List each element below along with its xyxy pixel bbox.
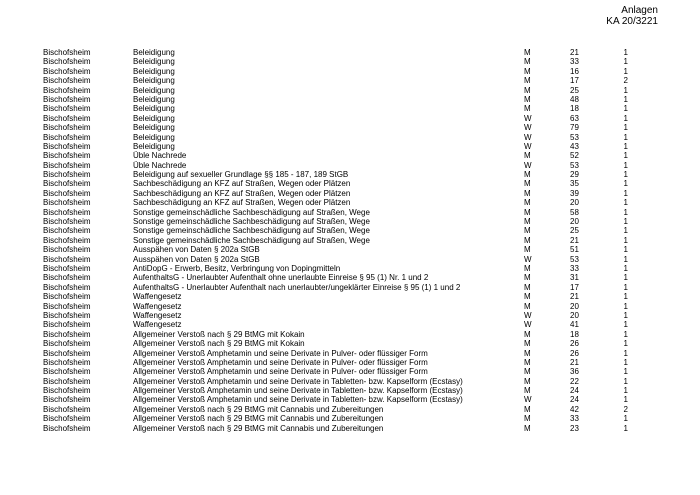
place-cell: Bischofsheim <box>43 357 91 367</box>
sex-cell: M <box>524 57 531 67</box>
offense-cell: Allgemeiner Verstoß Amphetamin und seine Derivate in Pulver- oder flüssiger Form <box>133 348 428 358</box>
count-cell: 1 <box>623 254 628 264</box>
count-cell: 2 <box>623 76 628 86</box>
offense-cell: Beleidigung <box>133 94 175 104</box>
age-cell: 35 <box>570 179 579 189</box>
sex-cell: M <box>524 423 531 433</box>
sex-cell: M <box>524 235 531 245</box>
sex-cell: W <box>524 310 532 320</box>
place-cell: Bischofsheim <box>43 329 91 339</box>
table-row <box>0 245 700 254</box>
place-cell: Bischofsheim <box>43 263 91 273</box>
sex-cell: W <box>524 123 532 133</box>
sex-cell: M <box>524 348 531 358</box>
offense-cell: Beleidigung <box>133 85 175 95</box>
place-cell: Bischofsheim <box>43 188 91 198</box>
offense-cell: Allgemeiner Verstoß nach § 29 BtMG mit Cannabis und Zubereitungen <box>133 423 384 433</box>
age-cell: 22 <box>570 376 579 386</box>
table-row <box>0 377 700 386</box>
count-cell: 1 <box>623 85 628 95</box>
count-cell: 1 <box>623 235 628 245</box>
count-cell: 1 <box>623 226 628 236</box>
count-cell: 1 <box>623 113 628 123</box>
place-cell: Bischofsheim <box>43 141 91 151</box>
count-cell: 1 <box>623 310 628 320</box>
age-cell: 25 <box>570 85 579 95</box>
place-cell: Bischofsheim <box>43 48 91 57</box>
offense-cell: Beleidigung auf sexueller Grundlage §§ 185 - 187, 189 StGB <box>133 170 349 180</box>
count-cell: 1 <box>623 179 628 189</box>
offense-cell: Beleidigung <box>133 113 175 123</box>
table-row <box>0 386 700 395</box>
count-cell: 1 <box>623 57 628 67</box>
place-cell: Bischofsheim <box>43 217 91 227</box>
offense-cell: Sonstige gemeinschädliche Sachbeschädigung auf Straßen, Wege <box>133 226 370 236</box>
place-cell: Bischofsheim <box>43 207 91 217</box>
offense-cell: AufenthaltsG - Unerlaubter Aufenthalt nach unerlaubter/ungeklärter Einreise § 95 (1) 1 und 2 <box>133 282 461 292</box>
offense-cell: Beleidigung <box>133 57 175 67</box>
age-cell: 16 <box>570 66 579 76</box>
sex-cell: M <box>524 367 531 377</box>
place-cell: Bischofsheim <box>43 245 91 255</box>
table-row <box>0 76 700 85</box>
count-cell: 1 <box>623 94 628 104</box>
table-row <box>0 339 700 348</box>
sex-cell: W <box>524 254 532 264</box>
count-cell: 1 <box>623 292 628 302</box>
sex-cell: W <box>524 160 532 170</box>
sex-cell: M <box>524 386 531 396</box>
table-row <box>0 95 700 104</box>
table-row <box>0 217 700 226</box>
age-cell: 33 <box>570 57 579 67</box>
count-cell: 1 <box>623 48 628 57</box>
table-row <box>0 133 700 142</box>
table-row <box>0 48 700 57</box>
table-row <box>0 208 700 217</box>
offense-cell: Beleidigung <box>133 76 175 86</box>
age-cell: 24 <box>570 386 579 396</box>
place-cell: Bischofsheim <box>43 198 91 208</box>
table-row <box>0 302 700 311</box>
count-cell: 1 <box>623 395 628 405</box>
table-row <box>0 405 700 414</box>
age-cell: 29 <box>570 170 579 180</box>
offense-cell: Allgemeiner Verstoß Amphetamin und seine Derivate in Pulver- oder flüssiger Form <box>133 357 428 367</box>
place-cell: Bischofsheim <box>43 94 91 104</box>
count-cell: 1 <box>623 367 628 377</box>
place-cell: Bischofsheim <box>43 320 91 330</box>
sex-cell: M <box>524 76 531 86</box>
table-row <box>0 198 700 207</box>
sex-cell: M <box>524 376 531 386</box>
age-cell: 79 <box>570 123 579 133</box>
table-row <box>0 320 700 329</box>
offense-cell: Üble Nachrede <box>133 151 187 161</box>
offense-cell: Allgemeiner Verstoß nach § 29 BtMG mit Cannabis und Zubereitungen <box>133 404 384 414</box>
count-cell: 1 <box>623 386 628 396</box>
sex-cell: M <box>524 273 531 283</box>
offense-cell: Sachbeschädigung an KFZ auf Straßen, Wegen oder Plätzen <box>133 179 351 189</box>
count-cell: 1 <box>623 423 628 433</box>
age-cell: 52 <box>570 151 579 161</box>
offense-cell: Beleidigung <box>133 141 175 151</box>
sex-cell: M <box>524 226 531 236</box>
table-row <box>0 161 700 170</box>
place-cell: Bischofsheim <box>43 85 91 95</box>
age-cell: 23 <box>570 423 579 433</box>
sex-cell: M <box>524 404 531 414</box>
age-cell: 21 <box>570 357 579 367</box>
offense-cell: Sachbeschädigung an KFZ auf Straßen, Wegen oder Plätzen <box>133 188 351 198</box>
place-cell: Bischofsheim <box>43 273 91 283</box>
count-cell: 1 <box>623 66 628 76</box>
table-row <box>0 114 700 123</box>
count-cell: 1 <box>623 329 628 339</box>
sex-cell: M <box>524 301 531 311</box>
count-cell: 1 <box>623 151 628 161</box>
age-cell: 18 <box>570 329 579 339</box>
place-cell: Bischofsheim <box>43 170 91 180</box>
offense-cell: Waffengesetz <box>133 301 182 311</box>
count-cell: 1 <box>623 188 628 198</box>
age-cell: 25 <box>570 226 579 236</box>
place-cell: Bischofsheim <box>43 160 91 170</box>
age-cell: 24 <box>570 395 579 405</box>
age-cell: 33 <box>570 414 579 424</box>
table-row <box>0 414 700 423</box>
count-cell: 1 <box>623 301 628 311</box>
count-cell: 1 <box>623 170 628 180</box>
place-cell: Bischofsheim <box>43 254 91 264</box>
offense-cell: Sonstige gemeinschädliche Sachbeschädigung auf Straßen, Wege <box>133 207 370 217</box>
count-cell: 1 <box>623 339 628 349</box>
sex-cell: M <box>524 263 531 273</box>
table-row <box>0 255 700 264</box>
sex-cell: M <box>524 357 531 367</box>
age-cell: 42 <box>570 404 579 414</box>
place-cell: Bischofsheim <box>43 226 91 236</box>
table-row <box>0 170 700 179</box>
table-row <box>0 264 700 273</box>
place-cell: Bischofsheim <box>43 310 91 320</box>
age-cell: 17 <box>570 76 579 86</box>
count-cell: 1 <box>623 282 628 292</box>
sex-cell: M <box>524 94 531 104</box>
offense-cell: Ausspähen von Daten § 202a StGB <box>133 245 260 255</box>
sex-cell: W <box>524 141 532 151</box>
place-cell: Bischofsheim <box>43 179 91 189</box>
document-header <box>606 5 658 27</box>
offense-cell: Üble Nachrede <box>133 160 187 170</box>
table-row <box>0 179 700 188</box>
table-row <box>0 358 700 367</box>
count-cell: 1 <box>623 414 628 424</box>
offense-cell: Allgemeiner Verstoß Amphetamin und seine Derivate in Pulver- oder flüssiger Form <box>133 367 428 377</box>
table-row <box>0 395 700 404</box>
sex-cell: M <box>524 151 531 161</box>
count-cell: 1 <box>623 132 628 142</box>
place-cell: Bischofsheim <box>43 235 91 245</box>
sex-cell: M <box>524 245 531 255</box>
offense-cell: Allgemeiner Verstoß Amphetamin und seine Derivate in Tabletten- bzw. Kapselform (Ecstasy) <box>133 386 463 396</box>
offense-cell: Allgemeiner Verstoß Amphetamin und seine Derivate in Tabletten- bzw. Kapselform (Ecstasy) <box>133 376 463 386</box>
offense-cell: AufenthaltsG - Unerlaubter Aufenthalt ohne unerlaubte Einreise § 95 (1) Nr. 1 und 2 <box>133 273 429 283</box>
table-row <box>0 86 700 95</box>
offense-cell: Allgemeiner Verstoß nach § 29 BtMG mit Kokain <box>133 329 305 339</box>
sex-cell: M <box>524 188 531 198</box>
sex-cell: W <box>524 320 532 330</box>
table-row <box>0 367 700 376</box>
place-cell: Bischofsheim <box>43 57 91 67</box>
table-row <box>0 283 700 292</box>
place-cell: Bischofsheim <box>43 386 91 396</box>
place-cell: Bischofsheim <box>43 339 91 349</box>
age-cell: 31 <box>570 273 579 283</box>
table-row <box>0 311 700 320</box>
age-cell: 43 <box>570 141 579 151</box>
offense-table <box>0 48 700 433</box>
offense-cell: Waffengesetz <box>133 310 182 320</box>
count-cell: 1 <box>623 320 628 330</box>
sex-cell: M <box>524 414 531 424</box>
sex-cell: M <box>524 292 531 302</box>
age-cell: 39 <box>570 188 579 198</box>
age-cell: 53 <box>570 254 579 264</box>
table-row <box>0 67 700 76</box>
count-cell: 1 <box>623 348 628 358</box>
age-cell: 33 <box>570 263 579 273</box>
sex-cell: W <box>524 395 532 405</box>
offense-cell: Waffengesetz <box>133 320 182 330</box>
sex-cell: M <box>524 217 531 227</box>
count-cell: 1 <box>623 357 628 367</box>
place-cell: Bischofsheim <box>43 292 91 302</box>
count-cell: 1 <box>623 141 628 151</box>
count-cell: 1 <box>623 207 628 217</box>
place-cell: Bischofsheim <box>43 66 91 76</box>
age-cell: 63 <box>570 113 579 123</box>
sex-cell: M <box>524 282 531 292</box>
sex-cell: M <box>524 170 531 180</box>
age-cell: 51 <box>570 245 579 255</box>
place-cell: Bischofsheim <box>43 301 91 311</box>
age-cell: 53 <box>570 160 579 170</box>
age-cell: 20 <box>570 301 579 311</box>
sex-cell: M <box>524 48 531 57</box>
offense-cell: Waffengesetz <box>133 292 182 302</box>
place-cell: Bischofsheim <box>43 348 91 358</box>
offense-cell: AntiDopG - Erwerb, Besitz, Verbringung von Dopingmitteln <box>133 263 341 273</box>
table-row <box>0 349 700 358</box>
offense-cell: Allgemeiner Verstoß nach § 29 BtMG mit Kokain <box>133 339 305 349</box>
sex-cell: M <box>524 198 531 208</box>
place-cell: Bischofsheim <box>43 414 91 424</box>
table-row <box>0 330 700 339</box>
place-cell: Bischofsheim <box>43 132 91 142</box>
offense-cell: Beleidigung <box>133 132 175 142</box>
sex-cell: M <box>524 85 531 95</box>
age-cell: 58 <box>570 207 579 217</box>
offense-cell: Ausspähen von Daten § 202a StGB <box>133 254 260 264</box>
table-row <box>0 142 700 151</box>
age-cell: 20 <box>570 310 579 320</box>
age-cell: 26 <box>570 348 579 358</box>
age-cell: 21 <box>570 292 579 302</box>
sex-cell: W <box>524 113 532 123</box>
sex-cell: W <box>524 132 532 142</box>
age-cell: 53 <box>570 132 579 142</box>
age-cell: 20 <box>570 217 579 227</box>
age-cell: 26 <box>570 339 579 349</box>
sex-cell: M <box>524 104 531 114</box>
age-cell: 21 <box>570 235 579 245</box>
count-cell: 1 <box>623 104 628 114</box>
table-row <box>0 226 700 235</box>
offense-cell: Sachbeschädigung an KFZ auf Straßen, Wegen oder Plätzen <box>133 198 351 208</box>
table-row <box>0 236 700 245</box>
place-cell: Bischofsheim <box>43 151 91 161</box>
count-cell: 1 <box>623 245 628 255</box>
offense-cell: Beleidigung <box>133 123 175 133</box>
sex-cell: M <box>524 179 531 189</box>
header-document-number: KA 20/3221 <box>606 16 658 27</box>
count-cell: 1 <box>623 273 628 283</box>
count-cell: 1 <box>623 198 628 208</box>
table-row <box>0 273 700 282</box>
table-row <box>0 189 700 198</box>
sex-cell: M <box>524 329 531 339</box>
count-cell: 1 <box>623 263 628 273</box>
sex-cell: M <box>524 339 531 349</box>
place-cell: Bischofsheim <box>43 395 91 405</box>
count-cell: 1 <box>623 217 628 227</box>
count-cell: 2 <box>623 404 628 414</box>
place-cell: Bischofsheim <box>43 76 91 86</box>
table-row <box>0 151 700 160</box>
sex-cell: M <box>524 207 531 217</box>
offense-cell: Sonstige gemeinschädliche Sachbeschädigung auf Straßen, Wege <box>133 235 370 245</box>
table-row <box>0 292 700 301</box>
offense-cell: Beleidigung <box>133 104 175 114</box>
place-cell: Bischofsheim <box>43 367 91 377</box>
place-cell: Bischofsheim <box>43 123 91 133</box>
sex-cell: M <box>524 66 531 76</box>
table-row <box>0 424 700 433</box>
place-cell: Bischofsheim <box>43 282 91 292</box>
age-cell: 18 <box>570 104 579 114</box>
place-cell: Bischofsheim <box>43 104 91 114</box>
age-cell: 21 <box>570 48 579 57</box>
age-cell: 20 <box>570 198 579 208</box>
offense-cell: Beleidigung <box>133 66 175 76</box>
age-cell: 48 <box>570 94 579 104</box>
age-cell: 17 <box>570 282 579 292</box>
table-row <box>0 57 700 66</box>
place-cell: Bischofsheim <box>43 376 91 386</box>
place-cell: Bischofsheim <box>43 113 91 123</box>
count-cell: 1 <box>623 160 628 170</box>
table-row <box>0 123 700 132</box>
place-cell: Bischofsheim <box>43 404 91 414</box>
place-cell: Bischofsheim <box>43 423 91 433</box>
age-cell: 41 <box>570 320 579 330</box>
count-cell: 1 <box>623 376 628 386</box>
offense-cell: Sonstige gemeinschädliche Sachbeschädigung auf Straßen, Wege <box>133 217 370 227</box>
age-cell: 36 <box>570 367 579 377</box>
header-annex-label: Anlagen <box>621 5 658 16</box>
count-cell: 1 <box>623 123 628 133</box>
offense-cell: Allgemeiner Verstoß nach § 29 BtMG mit Cannabis und Zubereitungen <box>133 414 384 424</box>
table-row <box>0 104 700 113</box>
offense-cell: Allgemeiner Verstoß Amphetamin und seine Derivate in Tabletten- bzw. Kapselform (Ecstasy) <box>133 395 463 405</box>
offense-cell: Beleidigung <box>133 48 175 57</box>
